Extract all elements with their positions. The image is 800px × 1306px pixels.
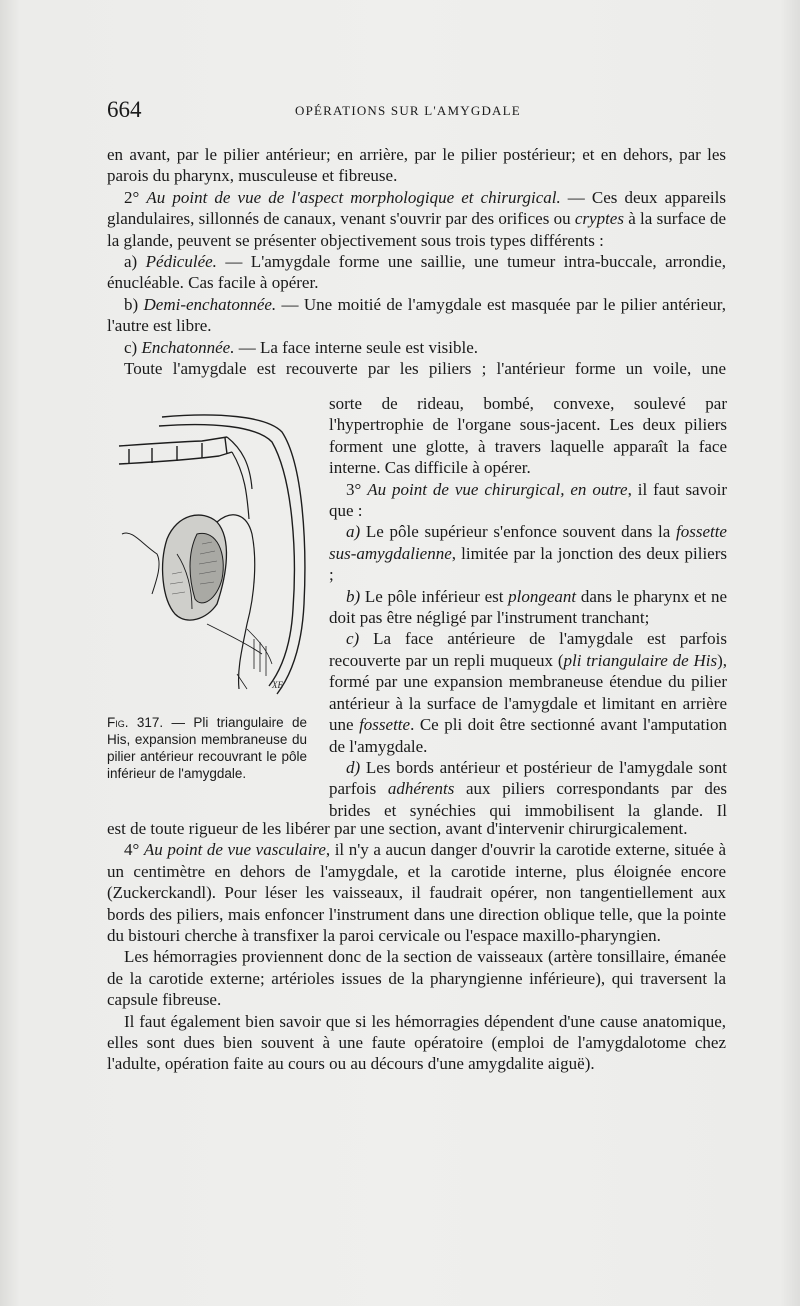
paragraph-2 xyxy=(107,187,726,251)
text-run: Il faut également bien savoir que si les hémorragies dépendent d'une cause anatomique, elles sont dues bien souvent à une faute opératoire (emploi de l'amygdalotome chez l'adulte, opération faite au cours ou au décours d'une amygdalite aiguë). xyxy=(107,1011,726,1074)
section-number: 4° xyxy=(124,840,144,860)
item-heading: Enchatonnée. xyxy=(141,337,235,357)
text-run: . Ce pli doit être sectionné avant l'amputation de l'amygdale. xyxy=(329,715,727,756)
item-right-b xyxy=(329,586,727,629)
caption-label: Fig. 317. xyxy=(107,715,164,730)
bottom-text-block xyxy=(107,818,726,1075)
text-run: Toute l'amygdale est recouverte par les piliers ; l'antérieur forme un voile, une xyxy=(124,359,726,379)
paragraph-continuation xyxy=(107,144,726,187)
paragraph-toute-continuation xyxy=(329,393,727,479)
item-right-a xyxy=(329,521,727,585)
item-label: a) xyxy=(346,522,366,542)
paragraph-d-continuation xyxy=(107,818,726,839)
text-run: — L'amygdale forme une saillie, une tumeur intra-buccale, arrondie, énucléable. Cas facile à opérer. xyxy=(107,252,726,293)
text-run: est de toute rigueur de les libérer par une section, avant d'intervenir chirurgicalement. xyxy=(107,819,688,838)
item-label: c) xyxy=(124,337,142,357)
italic-term: fossette xyxy=(359,715,411,735)
text-run: ), formé par une expansion membraneuse étendue du pilier antérieur à la surface de l'amygdale et limitant en arrière une xyxy=(329,650,727,735)
text-run: Le pôle inférieur est xyxy=(364,586,509,606)
page-number: 664 xyxy=(107,97,142,122)
section-heading: Au point de vue vasculaire xyxy=(143,840,326,860)
italic-term: plongeant xyxy=(508,586,577,606)
text-run: La face antérieure de l'amygdale est parfois recouverte par un repli muqueux ( xyxy=(329,629,727,670)
text-run: — Ces deux appareils glandulaires, sillonnés de canaux, venant s'ouvrir par des orifices ou xyxy=(107,187,726,229)
right-column-text xyxy=(329,393,727,821)
text-run: en avant, par le pilier antérieur; en arrière, par le pilier postérieur; et en dehors, par les parois du pharynx, musculeuse et fibreuse. xyxy=(107,145,726,186)
text-run: , il n'y a aucun danger d'ouvrir la carotide externe, située à un centimètre en dehors de l'amygdale, et la carotide interne, plus éloignée encore (Zuckerckandl). Pour léser les vaisseaux, il faudrait opérer, non tangentiellement aux bords des piliers, mais enfoncer l'instrument dans une direction oblique telle, que la pointe du bistouri cherche à transfixer la paroi cervicale ou l'espace maxillo-pharyngien. xyxy=(107,840,726,946)
text-run: dans le pharynx et ne doit pas être négligé par l'instrument tranchant; xyxy=(329,586,727,628)
item-heading: Demi-enchatonnée. xyxy=(143,294,277,314)
text-run: sorte de rideau, bombé, convexe, soulevé par l'hypertrophie de l'organe sous-jacent. Les deux piliers forment une glotte, à travers laquelle apparaît la face interne. Cas difficile à opérer. xyxy=(329,394,727,478)
figure-mark: XE xyxy=(272,680,283,690)
section-heading: Au point de vue de l'aspect morphologique et chirurgical. xyxy=(146,187,561,207)
text-run: Les bords antérieur et postérieur de l'amygdale sont parfois xyxy=(329,757,727,799)
item-label: b) xyxy=(346,586,365,606)
item-a xyxy=(107,251,726,294)
caption-text: — Pli triangulaire de His, expansion membraneuse du pilier antérieur recouvrant le pôle inférieur de l'amygdale. xyxy=(107,715,307,781)
italic-term: adhérents xyxy=(387,779,455,799)
item-label: b) xyxy=(124,294,144,314)
text-run: Le pôle supérieur s'enfonce souvent dans la xyxy=(365,522,676,542)
item-label: a) xyxy=(124,252,146,272)
paragraph-toute xyxy=(107,358,726,379)
section-number: 3° xyxy=(346,479,368,499)
item-right-c xyxy=(329,628,727,756)
italic-term: fossette sus-amygdalienne xyxy=(329,522,727,563)
text-run: , il faut savoir que : xyxy=(329,479,727,521)
text-run: aux piliers correspondants par des brides et synéchies qui immobilisent la glande. Il xyxy=(329,779,727,820)
paragraph-3 xyxy=(329,479,727,522)
figure-caption xyxy=(107,714,307,782)
item-label: d) xyxy=(346,757,366,777)
item-label: c) xyxy=(346,629,374,649)
figure-317-illustration xyxy=(107,404,312,704)
text-run: à la surface de la glande, peuvent se présenter objectivement sous trois types différents : xyxy=(107,209,726,250)
italic-term: cryptes xyxy=(574,209,624,229)
text-run: — Une moitié de l'amygdale est masquée par le pilier antérieur, l'autre est libre. xyxy=(107,294,726,336)
section-heading: Au point de vue chirurgical, en outre xyxy=(367,479,628,499)
item-c xyxy=(107,337,726,358)
text-run: , limitée par la jonction des deux piliers ; xyxy=(329,543,727,585)
page-header xyxy=(107,97,731,127)
paragraph-4 xyxy=(107,839,726,946)
text-run: Les hémorragies proviennent donc de la section de vaisseaux (artère tonsillaire, émanée de la carotide externe; artérioles issues de la pharyngienne inférieure), qui traversent la capsule fibreuse. xyxy=(107,947,726,1010)
text-run: — La face interne seule est visible. xyxy=(234,337,479,357)
paragraph-5 xyxy=(107,946,726,1010)
running-title: OPÉRATIONS SUR L'AMYGDALE xyxy=(295,103,521,118)
paragraph-6 xyxy=(107,1011,726,1075)
item-b xyxy=(107,294,726,337)
item-right-d xyxy=(329,757,727,821)
top-text-block xyxy=(107,144,726,379)
tonsil-drawing xyxy=(107,404,312,704)
item-heading: Pédiculée. xyxy=(145,252,217,272)
section-number: 2° xyxy=(124,187,147,207)
italic-term: pli triangulaire de His xyxy=(563,650,718,670)
